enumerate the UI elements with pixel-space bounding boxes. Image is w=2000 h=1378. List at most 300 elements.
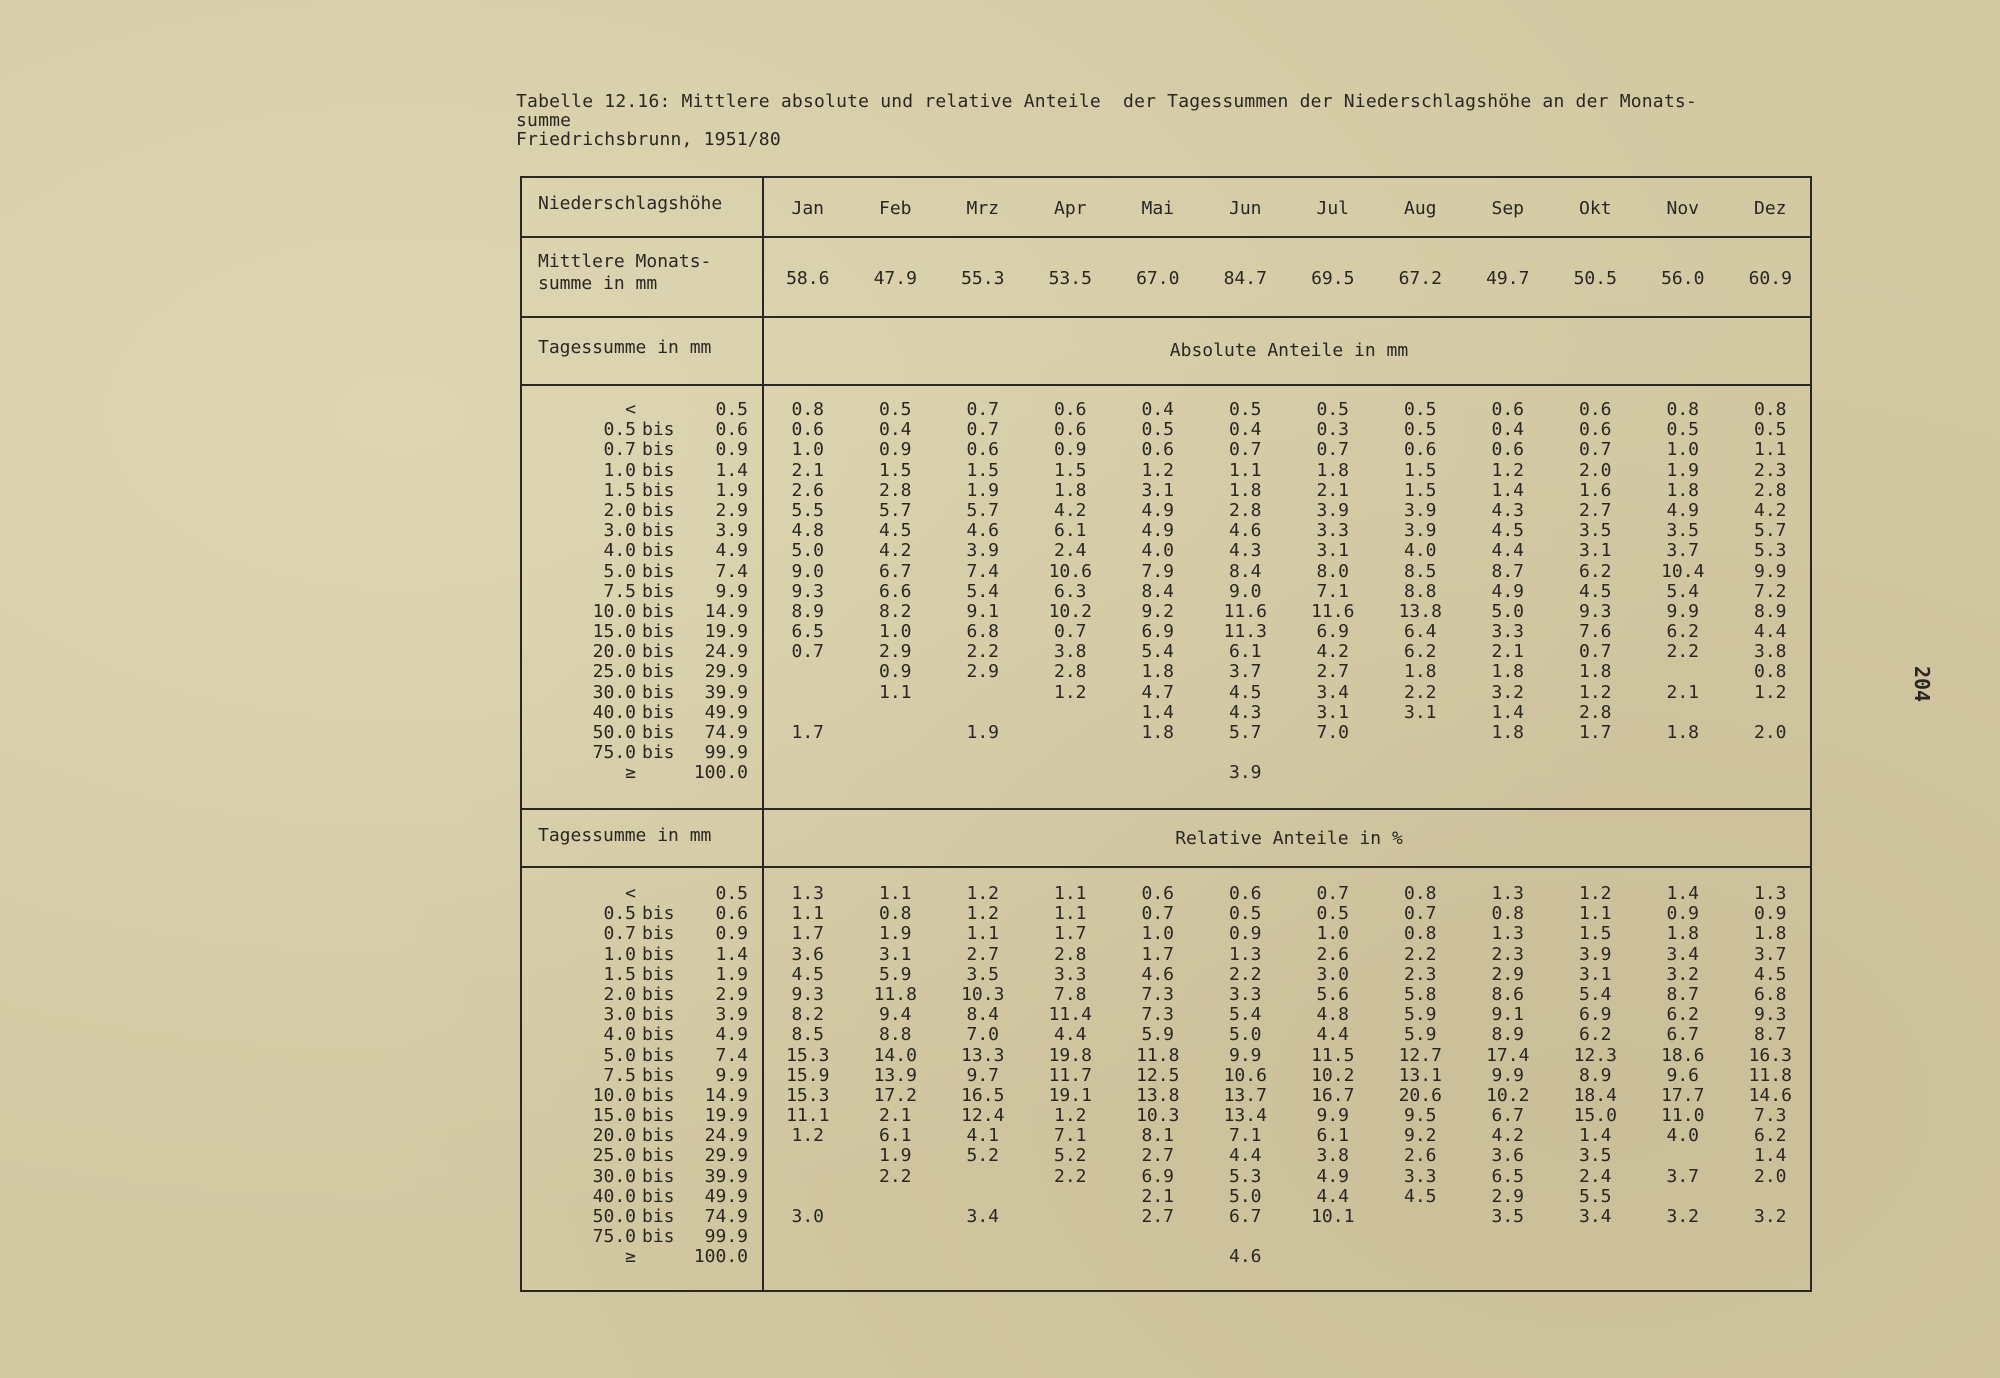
table-cell: 3.1 — [878, 943, 912, 965]
table-cell: 4.2 — [1753, 499, 1787, 521]
row-values — [764, 965, 1814, 985]
table-cell: 5.4 — [1578, 983, 1612, 1005]
table-cell: 10.3 — [1136, 1105, 1180, 1127]
table-cell: 1.0 — [1141, 923, 1174, 945]
table-cell: 1.2 — [1753, 681, 1787, 703]
table-cell: 3.1 — [1316, 540, 1349, 562]
table-cell: 0.5 — [1666, 419, 1699, 441]
table-row — [522, 622, 1814, 642]
range-high: 74.9 — [704, 722, 748, 743]
table-cell: 13.7 — [1223, 1084, 1267, 1106]
table-cell: 0.6 — [1141, 883, 1174, 904]
table-cell: 1.8 — [1228, 479, 1262, 501]
table-cell: 16.3 — [1748, 1044, 1792, 1066]
table-cell: 4.9 — [1491, 580, 1524, 602]
absolute-section-title: Absolute Anteile in mm — [1169, 340, 1409, 361]
caption-line-1: Tabelle 12.16: Mittlere absolute und relative Anteile der Tagessummen der Niederschlagshöhe an der Monats- — [516, 91, 1697, 112]
table-cell: 3.5 — [1491, 1206, 1524, 1227]
table-cell: 5.7 — [1753, 520, 1787, 542]
table-cell — [939, 1167, 1027, 1187]
table-cell: 1.8 — [1141, 661, 1174, 683]
table-cell: 3.9 — [1403, 520, 1437, 542]
table-cell — [1639, 763, 1727, 783]
table-cell: 6.8 — [966, 621, 999, 643]
row-values — [764, 1167, 1814, 1187]
table-cell: 4.2 — [1053, 499, 1087, 521]
table-cell: 0.8 — [791, 399, 824, 420]
month-header-row — [764, 198, 1814, 219]
table-cell: 0.6 — [1053, 399, 1087, 420]
table-cell — [1114, 1247, 1202, 1267]
range-high: 24.9 — [704, 641, 748, 663]
table-cell: 6.9 — [1141, 1165, 1174, 1187]
table-cell — [1639, 1247, 1727, 1267]
table-cell: 7.8 — [1053, 983, 1087, 1005]
table-cell — [1639, 1187, 1727, 1207]
table-cell: 4.2 — [1491, 1125, 1524, 1147]
table-cell: 3.7 — [1228, 661, 1262, 683]
table-cell — [1377, 1247, 1465, 1267]
range-high: 39.9 — [704, 681, 748, 703]
table-row — [522, 904, 1814, 924]
table-cell: 3.9 — [966, 540, 999, 562]
table-cell: 2.1 — [1141, 1185, 1174, 1207]
table-cell: 9.9 — [1753, 560, 1787, 582]
range-high: 3.9 — [715, 1004, 748, 1026]
table-cell: 11.5 — [1311, 1044, 1355, 1066]
table-cell: 5.4 — [1666, 580, 1699, 602]
month-header: Aug — [1403, 198, 1437, 219]
table-cell: 13.8 — [1136, 1084, 1180, 1106]
range-high: 100.0 — [693, 1246, 748, 1268]
table-cell: 0.7 — [966, 399, 999, 420]
range-high: 7.4 — [715, 1044, 748, 1066]
table-cell: 3.5 — [966, 963, 999, 985]
table-cell: 4.6 — [1228, 1246, 1262, 1268]
table-cell: 1.7 — [1053, 923, 1087, 945]
table-row — [522, 1227, 1814, 1247]
monthly-sum-value: 67.0 — [1136, 268, 1180, 289]
row-values — [764, 481, 1814, 501]
header-label: Niederschlagshöhe — [538, 193, 723, 214]
table-cell: 11.6 — [1223, 600, 1267, 622]
range-high: 100.0 — [693, 762, 748, 784]
table-cell — [764, 763, 852, 783]
table-cell: 8.5 — [1403, 560, 1437, 582]
table-cell: 5.0 — [1491, 600, 1524, 622]
table-row — [522, 501, 1814, 521]
table-cell: 6.2 — [1403, 641, 1437, 663]
monthly-sum-row — [764, 268, 1814, 289]
row-values — [764, 461, 1814, 481]
table-cell: 4.4 — [1491, 540, 1524, 562]
table-cell: 0.6 — [1141, 439, 1174, 461]
table-cell: 1.2 — [1053, 1105, 1087, 1127]
table-cell: 1.0 — [878, 621, 912, 643]
table-cell: 4.4 — [1228, 1145, 1262, 1167]
table-cell: 3.7 — [1666, 1165, 1699, 1187]
range-bis: bis — [642, 681, 675, 703]
table-cell: 0.6 — [1491, 399, 1524, 420]
table-cell: 3.8 — [1053, 641, 1087, 663]
table-cell: 0.6 — [1578, 399, 1612, 420]
table-row — [522, 481, 1814, 501]
table-cell — [852, 1187, 940, 1207]
table-cell: 0.7 — [1141, 903, 1174, 925]
table-cell: 1.1 — [878, 883, 912, 904]
table-cell: 7.4 — [966, 560, 999, 582]
table-cell: 1.3 — [1491, 883, 1524, 904]
table-cell: 7.0 — [1316, 722, 1349, 743]
range-bis: bis — [642, 580, 675, 602]
range-low: 0.7 — [603, 923, 636, 945]
range-low: 4.0 — [603, 540, 636, 562]
table-cell: 4.6 — [1228, 520, 1262, 542]
table-cell: 10.6 — [1048, 560, 1092, 582]
table-cell: 7.1 — [1316, 580, 1349, 602]
table-cell: 7.1 — [1228, 1125, 1262, 1147]
table-cell — [1727, 703, 1815, 723]
monthly-sum-label-1: Mittlere Monats- — [538, 251, 712, 272]
range-low: 3.0 — [603, 1004, 636, 1026]
table-cell: 2.2 — [1403, 681, 1437, 703]
range-bis: bis — [642, 1084, 675, 1106]
row-values — [764, 763, 1814, 783]
table-cell: 9.5 — [1403, 1105, 1437, 1127]
table-cell: 3.2 — [1666, 1206, 1699, 1227]
table-cell: 12.5 — [1136, 1064, 1180, 1086]
table-cell: 0.9 — [878, 661, 912, 683]
row-values — [764, 1207, 1814, 1227]
table-cell: 1.8 — [1753, 923, 1787, 945]
table-row — [522, 1005, 1814, 1025]
range-high: 19.9 — [704, 621, 748, 643]
table-cell: 5.9 — [1141, 1024, 1174, 1046]
table-cell: 9.0 — [791, 560, 824, 582]
relative-row-label: Tagessumme in mm — [538, 825, 712, 846]
table-cell: 5.9 — [1403, 1024, 1437, 1046]
table-cell: 1.4 — [1141, 701, 1174, 723]
table-row — [522, 1106, 1814, 1126]
month-header: Dez — [1753, 198, 1787, 219]
table-cell: 11.6 — [1311, 600, 1355, 622]
range-bis: bis — [642, 1044, 675, 1066]
row-values — [764, 1187, 1814, 1207]
row-values — [764, 1106, 1814, 1126]
table-cell: 16.5 — [961, 1084, 1005, 1106]
table-cell — [1027, 703, 1115, 723]
table-cell: 0.4 — [1491, 419, 1524, 441]
table-cell: 9.3 — [791, 983, 824, 1005]
range-bis: bis — [642, 701, 675, 723]
range-bis: bis — [642, 722, 675, 743]
range-bis: bis — [642, 742, 675, 764]
row-values — [764, 945, 1814, 965]
range-low: 0.5 — [603, 419, 636, 441]
range-low: 40.0 — [592, 1185, 636, 1207]
table-cell: 4.9 — [1316, 1165, 1349, 1187]
table-cell: 3.1 — [1316, 701, 1349, 723]
row-values — [764, 683, 1814, 703]
table-cell: 4.8 — [1316, 1004, 1349, 1026]
table-cell: 2.7 — [1578, 499, 1612, 521]
table-cell: 3.4 — [1666, 943, 1699, 965]
table-cell: 0.5 — [1753, 419, 1787, 441]
table-cell: 8.2 — [878, 600, 912, 622]
table-cell: 5.8 — [1403, 983, 1437, 1005]
table-cell: 10.1 — [1311, 1206, 1355, 1227]
row-values — [764, 622, 1814, 642]
table-cell: 3.4 — [1316, 681, 1349, 703]
table-cell: 0.4 — [1141, 399, 1174, 420]
table-cell: 5.0 — [791, 540, 824, 562]
table-cell: 11.8 — [1136, 1044, 1180, 1066]
range-high: 4.9 — [715, 540, 748, 562]
range-low: 15.0 — [592, 621, 636, 643]
table-cell: 2.6 — [791, 479, 824, 501]
range-low: 20.0 — [592, 641, 636, 663]
table-cell: 1.1 — [1578, 903, 1612, 925]
table-cell — [939, 1247, 1027, 1267]
range-bis: bis — [642, 479, 675, 501]
table-cell: 8.4 — [966, 1004, 999, 1026]
table-cell: 1.3 — [1491, 923, 1524, 945]
table-cell: 4.3 — [1228, 540, 1262, 562]
table-cell: 0.8 — [878, 903, 912, 925]
table-cell: 3.7 — [1753, 943, 1787, 965]
table-cell: 3.5 — [1578, 520, 1612, 542]
range-bis: bis — [642, 459, 675, 481]
table-cell: 11.4 — [1048, 1004, 1092, 1026]
table-cell: 5.2 — [1053, 1145, 1087, 1167]
row-divider — [522, 236, 1810, 238]
table-cell — [1027, 723, 1115, 743]
table-cell: 9.1 — [1491, 1004, 1524, 1026]
table-cell: 5.4 — [1141, 641, 1174, 663]
table-cell: 1.8 — [1666, 923, 1699, 945]
data-table — [520, 176, 1812, 1292]
table-cell: 1.0 — [1666, 439, 1699, 461]
table-cell: 1.5 — [1053, 459, 1087, 481]
table-cell: 2.2 — [878, 1165, 912, 1187]
table-cell: 1.5 — [1403, 459, 1437, 481]
row-values — [764, 440, 1814, 460]
table-cell: 1.1 — [966, 923, 999, 945]
table-cell: 5.5 — [1578, 1185, 1612, 1207]
table-cell — [1114, 763, 1202, 783]
table-cell: 8.9 — [1578, 1064, 1612, 1086]
range-bis: bis — [642, 520, 675, 542]
range-high: 49.9 — [704, 1185, 748, 1207]
page-number: 204 — [1910, 665, 1934, 703]
table-cell — [1552, 1247, 1640, 1267]
table-row — [522, 1025, 1814, 1045]
table-cell: 5.3 — [1228, 1165, 1262, 1187]
range-low: 3.0 — [603, 520, 636, 542]
table-cell: 14.0 — [873, 1044, 917, 1066]
range-low: 0.7 — [603, 439, 636, 461]
table-cell: 1.2 — [1578, 883, 1612, 904]
table-cell: 1.1 — [878, 681, 912, 703]
month-header: Jun — [1228, 198, 1262, 219]
table-cell: 1.2 — [966, 903, 999, 925]
monthly-sum-label-2: summe in mm — [538, 273, 658, 294]
table-cell: 18.4 — [1573, 1084, 1617, 1106]
row-divider — [522, 866, 1810, 868]
table-cell: 0.4 — [1228, 419, 1262, 441]
table-cell: 0.8 — [1753, 661, 1787, 683]
table-cell: 6.9 — [1316, 621, 1349, 643]
table-cell: 8.2 — [791, 1004, 824, 1026]
table-cell: 0.5 — [1403, 399, 1437, 420]
table-cell: 4.6 — [966, 520, 999, 542]
table-cell: 8.8 — [878, 1024, 912, 1046]
table-cell: 2.9 — [966, 661, 999, 683]
range-low: 1.5 — [603, 963, 636, 985]
range-low: 2.0 — [603, 983, 636, 1005]
row-divider — [522, 316, 1810, 318]
table-cell: 3.1 — [1578, 540, 1612, 562]
table-cell: 4.4 — [1053, 1024, 1087, 1046]
table-cell: 4.0 — [1141, 540, 1174, 562]
table-cell: 10.2 — [1048, 600, 1092, 622]
table-cell: 1.8 — [1666, 722, 1699, 743]
table-cell: 2.8 — [1228, 499, 1262, 521]
range-low: 5.0 — [603, 1044, 636, 1066]
table-cell: 0.4 — [878, 419, 912, 441]
table-cell: 1.5 — [878, 459, 912, 481]
table-cell: 9.9 — [1666, 600, 1699, 622]
table-cell: 2.4 — [1053, 540, 1087, 562]
table-cell: 5.2 — [966, 1145, 999, 1167]
table-cell: 1.9 — [966, 722, 999, 743]
table-cell: 9.9 — [1316, 1105, 1349, 1127]
table-cell — [1727, 763, 1815, 783]
table-cell: 13.3 — [961, 1044, 1005, 1066]
table-cell: 2.8 — [1053, 943, 1087, 965]
table-cell: 6.2 — [1753, 1125, 1787, 1147]
table-cell: 4.4 — [1753, 621, 1787, 643]
range-high: 3.9 — [715, 520, 748, 542]
table-cell: 2.9 — [878, 641, 912, 663]
table-cell: 8.1 — [1141, 1125, 1174, 1147]
table-cell: 0.6 — [966, 439, 999, 461]
table-cell: 6.2 — [1578, 560, 1612, 582]
table-row — [522, 965, 1814, 985]
range-high: 9.9 — [715, 1064, 748, 1086]
table-cell: 8.6 — [1491, 983, 1524, 1005]
table-cell: 6.2 — [1578, 1024, 1612, 1046]
table-cell: 5.4 — [1228, 1004, 1262, 1026]
table-cell: 1.9 — [966, 479, 999, 501]
table-cell: 1.4 — [1491, 479, 1524, 501]
table-cell: 3.0 — [1316, 963, 1349, 985]
table-cell: 16.7 — [1311, 1084, 1355, 1106]
table-cell — [1027, 1187, 1115, 1207]
table-cell: 5.9 — [878, 963, 912, 985]
monthly-sum-value: 49.7 — [1486, 268, 1530, 289]
table-row — [522, 562, 1814, 582]
table-cell — [764, 1247, 852, 1267]
table-cell: 1.5 — [966, 459, 999, 481]
table-cell: 12.7 — [1398, 1044, 1442, 1066]
range-high: 14.9 — [704, 1084, 748, 1106]
table-row — [522, 1207, 1814, 1227]
row-values — [764, 1086, 1814, 1106]
table-cell: 2.3 — [1753, 459, 1787, 481]
table-cell: 0.7 — [1403, 903, 1437, 925]
range-bis: bis — [642, 540, 675, 562]
monthly-sum-value: 84.7 — [1223, 268, 1267, 289]
table-cell: 4.5 — [1228, 681, 1262, 703]
table-cell: 0.5 — [1403, 419, 1437, 441]
table-cell: 0.3 — [1316, 419, 1349, 441]
table-cell: 2.0 — [1753, 722, 1787, 743]
month-header: Feb — [878, 198, 912, 219]
table-cell — [939, 1187, 1027, 1207]
table-cell: 2.3 — [1403, 963, 1437, 985]
table-cell: 2.2 — [1403, 943, 1437, 965]
table-cell: 1.3 — [791, 883, 824, 904]
row-values — [764, 602, 1814, 622]
table-cell: 0.9 — [1666, 903, 1699, 925]
table-cell: 8.7 — [1753, 1024, 1787, 1046]
row-values — [764, 1247, 1814, 1267]
table-cell: 3.3 — [1316, 520, 1349, 542]
table-cell: 8.9 — [1491, 1024, 1524, 1046]
monthly-sum-value: 60.9 — [1748, 268, 1792, 289]
table-cell: 1.3 — [1228, 943, 1262, 965]
table-cell — [939, 683, 1027, 703]
table-row — [522, 541, 1814, 561]
row-values — [764, 1046, 1814, 1066]
table-cell: 3.1 — [1578, 963, 1612, 985]
table-cell: 1.4 — [1491, 701, 1524, 723]
table-row — [522, 763, 1814, 783]
table-cell: 6.5 — [1491, 1165, 1524, 1187]
table-cell: 3.2 — [1753, 1206, 1787, 1227]
table-cell: 0.7 — [966, 419, 999, 441]
relative-section-title: Relative Anteile in % — [1175, 828, 1403, 849]
table-cell: 4.2 — [878, 540, 912, 562]
monthly-sum-value: 50.5 — [1573, 268, 1617, 289]
table-cell — [1464, 1247, 1552, 1267]
table-cell — [1027, 1207, 1115, 1227]
range-high: 29.9 — [704, 661, 748, 683]
table-cell — [852, 703, 940, 723]
row-values — [764, 420, 1814, 440]
table-cell: 4.4 — [1316, 1024, 1349, 1046]
range-low: 50.0 — [592, 722, 636, 743]
table-cell: 9.6 — [1666, 1064, 1699, 1086]
range-low: 5.0 — [603, 560, 636, 582]
table-cell: 7.0 — [966, 1024, 999, 1046]
range-high: 0.6 — [715, 419, 748, 441]
table-cell: 2.8 — [878, 479, 912, 501]
table-cell: 4.2 — [1316, 641, 1349, 663]
table-cell — [1639, 703, 1727, 723]
table-cell: 6.9 — [1578, 1004, 1612, 1026]
table-row — [522, 1126, 1814, 1146]
table-cell: 9.4 — [878, 1004, 912, 1026]
table-row — [522, 582, 1814, 602]
table-row — [522, 461, 1814, 481]
table-row — [522, 743, 1814, 763]
range-low: 10.0 — [592, 600, 636, 622]
table-cell: 9.3 — [1753, 1004, 1787, 1026]
table-cell: 9.3 — [791, 580, 824, 602]
range-low: < — [625, 399, 636, 420]
